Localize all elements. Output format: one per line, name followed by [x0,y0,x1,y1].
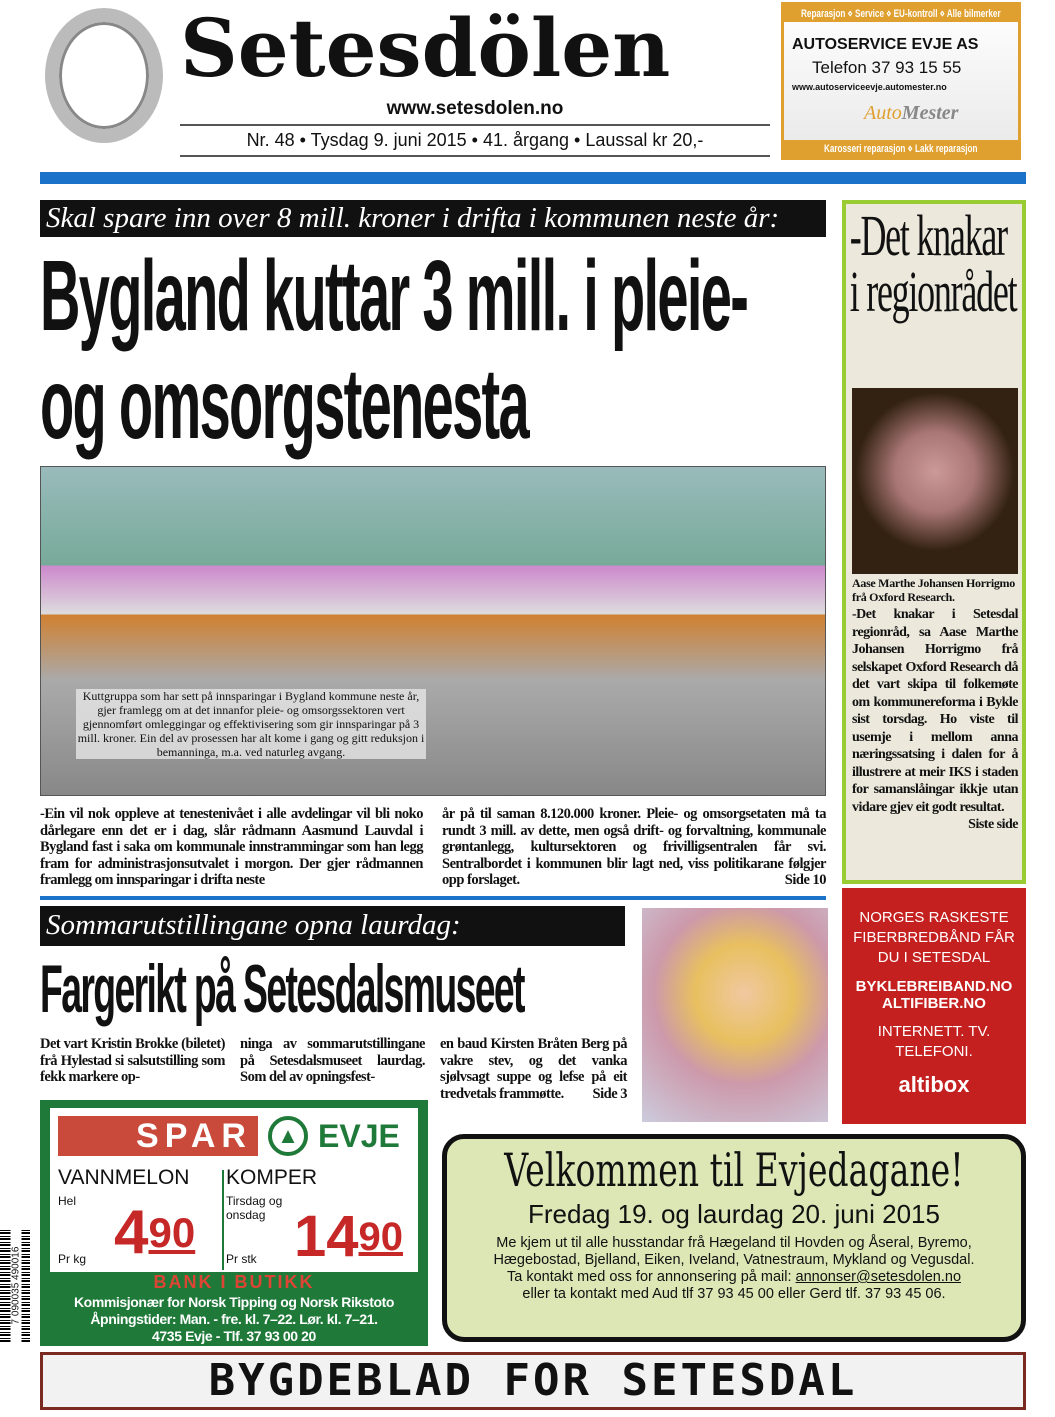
evje-coverage: Me kjem ut til alle husstandar frå Hægeland til Hovden og Åseral, Byremo, Hægebostad, Bjelland, Eiken, Iveland, Vatnestraum, Mykland og Vegusdal. [493,1235,975,1268]
store-name: EVJE [318,1118,400,1154]
ad-autoservice[interactable] [781,2,1021,160]
altibox-logo: altibox [898,1072,970,1097]
spar-address: 4735 Evje - Tlf. 37 93 00 20 [152,1328,316,1344]
side-ref[interactable]: Siste side [968,817,1018,832]
divider-line [40,896,826,900]
spar-logo: SPAR [58,1116,258,1156]
spar-tree-icon: ▲ [268,1116,308,1156]
product-2-unit: Pr stk [226,1252,257,1266]
second-ref[interactable]: Side 3 [592,1085,627,1102]
ad-evjedagane[interactable] [442,1134,1026,1342]
ad-spar[interactable] [40,1100,428,1346]
brand-auto: Auto [864,102,902,124]
evje-email-link[interactable]: annonser@setesdolen.no [795,1269,962,1285]
product-1-unit: Pr kg [58,1252,87,1266]
divider-bar [40,172,1026,184]
lead-kicker: Skal spare inn over 8 mill. kroner i drifta i kommunen neste år: [40,200,826,237]
product-2-price: 14 [294,1204,359,1269]
brand-mester: Mester [901,102,959,124]
fiber-link-2[interactable]: ALTIFIBER.NO [882,995,986,1012]
issue-line: Nr. 48 • Tysdag 9. juni 2015 • 41. årgang • Laussal kr 20,- [180,124,770,157]
lead-col-1: -Ein vil nok oppleve at tenestenivået i alle avdelingar vil bli noko dårlegare enn det er i dag, slår rådmann Aasmund Lauvdal i Bygland fast i saka om kommunale innstrammingar som han legg fram for administrasjonsutvalet i morgon. Der gjer rådmannen framlegg om innsparingar i drifta neste [40,806,423,888]
second-headline[interactable]: Fargerikt på Setesdalsmuseet [40,951,524,1027]
masthead-url[interactable]: www.setesdolen.no [386,98,564,119]
evje-date: Fredag 19. og laurdag 20. juni 2015 [528,1199,940,1229]
lead-ref[interactable]: Side 10 [784,872,826,888]
side-text-wrap [852,606,1018,834]
product-2-cents: 90 [358,1215,404,1259]
second-photo [642,908,828,1122]
ad-web[interactable]: www.autoserviceevje.automester.no [792,82,947,92]
product-1-desc: Hel [58,1194,77,1208]
lead-col-2-wrap [442,806,826,889]
evje-contact: Ta kontakt med oss for annonsering på mail: [506,1269,792,1285]
ad-top-bar: Reparasjon ⋄ Service ⋄ EU-kontroll ⋄ Alle bilmerker [801,8,1001,20]
fiber-services: INTERNETT. TV. TELEFONI. [877,1023,991,1060]
lead-photo [40,466,826,796]
side-headline[interactable]: -Det knakar i regionrådet [849,203,1017,324]
lead-headline[interactable]: Bygland kuttar 3 mill. i pleie- og omsorgstenesta [40,240,748,460]
ad-bottom-bar: Karosseri reparasjon ⋄ Lakk reparasjon [824,143,978,155]
masthead-logo-ornament [45,8,163,143]
second-kicker: Sommarutstillingane opna laurdag: [40,906,625,946]
bank-label: BANK I BUTIKK [153,1272,315,1292]
second-col-3-wrap [440,1036,627,1102]
ad-name: AUTOSERVICE EVJE AS [792,36,979,53]
fiber-slogan: NORGES RASKESTE FIBERBREDBÅND FÅR DU I SETESDAL [853,909,1015,966]
side-photo [852,388,1018,574]
evje-title: Velkommen til Evjedagane! [504,1143,964,1197]
ad-altibox[interactable] [842,888,1026,1124]
masthead-title: Setesdölen [180,1,671,95]
product-2-name: KOMPER [226,1166,318,1189]
side-caption: Aase Marthe Johansen Horrigmo frå Oxford Research. [852,576,1015,604]
evje-phones: eller ta kontakt med Aud tlf 37 93 45 00 eller Gerd tlf. 37 93 45 06. [522,1286,946,1302]
barcode-number: 7 090035 490016 [11,1226,22,1346]
side-story [842,200,1026,884]
divider [222,1170,224,1270]
product-1-name: VANNMELON [58,1166,190,1189]
second-col-1: Det vart Kristin Brokke (biletet) frå Hylestad si salsutstilling som fekk markere op- [40,1036,225,1085]
product-1-cents: 90 [148,1209,196,1256]
ad-phone: Telefon 37 93 15 55 [812,58,962,77]
photo-caption: Kuttgruppa som har sett på innsparingar i Bygland kommune neste år, gjer framlegg om at det innanfor pleie- og omsorgssektoren vert gjennomført omleggingar og effektivisering som gir innsparingar på 3 mill. kroner. Ein del av prosessen har alt kome i gang og gitt reduksjon i bemanninga, m.a. ved naturleg avgang. [77,689,425,759]
spar-hours: Åpningstider: Man. - fre. kl. 7–22. Lør. kl. 7–21. [90,1311,378,1327]
lead-col-2: år på til saman 8.120.000 kroner. Pleie- og omsorgsetaten må ta rundt 3 mill. av dette, men også drift- og forvaltning, kommunale grøntanlegg, kultursektoren og frivilligsentralen får svi. Sentralbordet i kommunen blir lagt ned, viss politikarane følgjer opp forslaget. [442,806,826,888]
footer-banner: BYGDEBLAD FOR SETESDAL [40,1352,1026,1410]
product-2-desc: Tirsdag og onsdag [226,1194,283,1222]
side-text: -Det knakar i Setesdal regionråd, sa Aase Marthe Johansen Horrigmo frå selskapet Oxford Research då det vart skipa til folkemøte om kommunereforma i Bykle sist torsdag. Ho viste til usemje i mellom anna næringssatsing i dalen for å illustrere at meir IKS i staden for samanslåingar ikkje utan vidare gjev eit godt resultat. [852,607,1018,815]
second-col-2: ninga av sommarutstillingane på Setesdalsmuseet laurdag. Som del av opningsfest- [240,1036,425,1085]
spar-line-1: Kommisjonær for Norsk Tipping og Norsk Rikstoto [73,1294,395,1310]
product-1-price: 4 [114,1198,149,1267]
fiber-link-1[interactable]: BYKLEBREIBAND.NO [855,978,1013,995]
second-col-3: en baud Kirsten Bråten Berg på vakre stev, og det vanka sjølvsagt suppe og lefse på eit tredvetals frammøtte. [440,1036,627,1102]
